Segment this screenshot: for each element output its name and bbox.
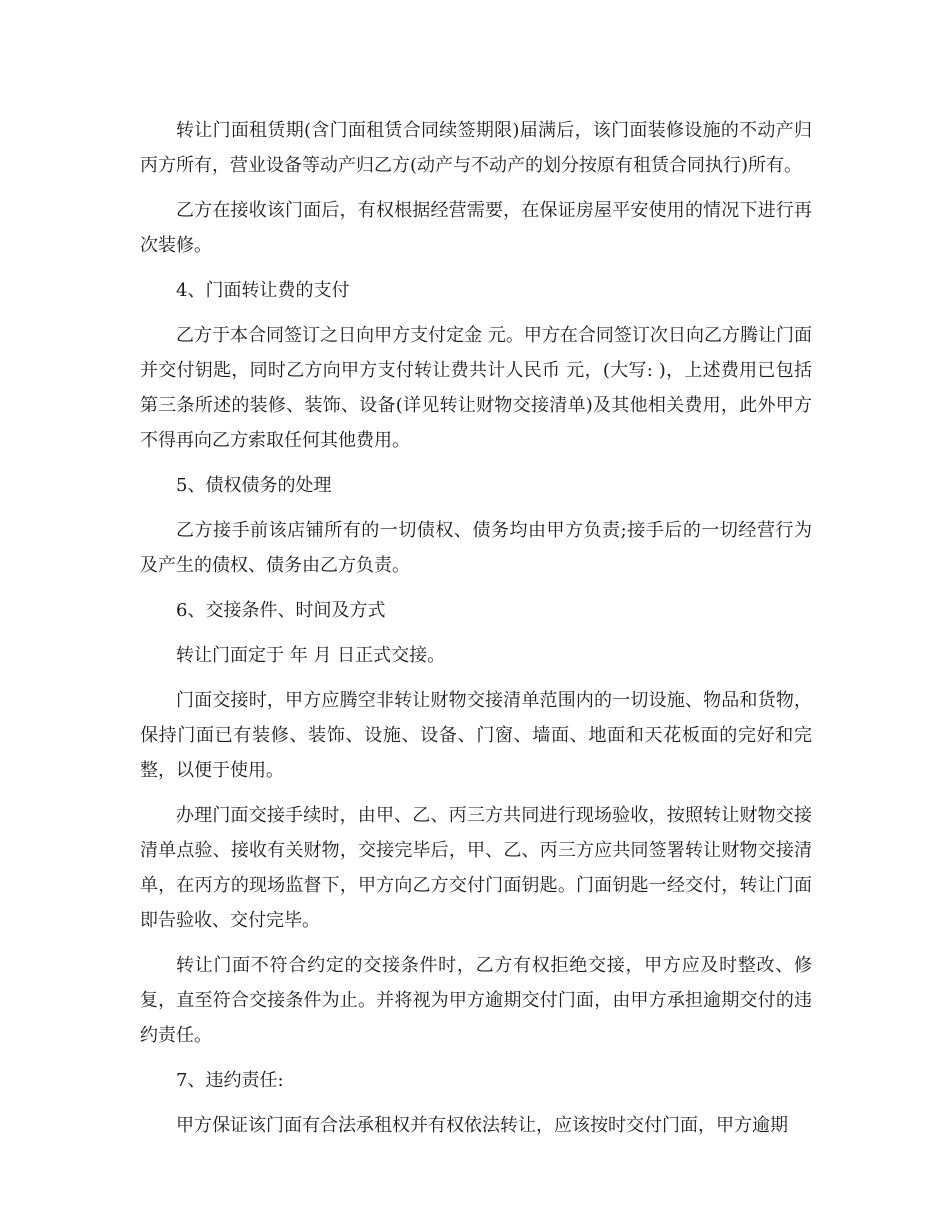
- paragraph-debts: 乙方接手前该店铺所有的一切债权、债务均由甲方负责;接手后的一切经营行为及产生的债权、债务由乙方负责。: [140, 520, 812, 576]
- section-heading-handover: 6、交接条件、时间及方式: [176, 600, 386, 621]
- section-heading-liability: 7、违约责任:: [176, 1070, 284, 1091]
- paragraph-handover-procedure: 办理门面交接手续时，由甲、乙、丙三方共同进行现场验收，按照转让财物交接清单点验、接收有关财物，交接完毕后，甲、乙、丙三方应共同签署转让财物交接清单，在丙方的现场监督下，甲方向乙方交付门面钥匙。门面钥匙一经交付，转让门面即告验收、交付完毕。: [140, 805, 812, 931]
- paragraph-handover-date: 转让门面定于 年 月 日正式交接。: [176, 645, 446, 666]
- paragraph-liability: 甲方保证该门面有合法承租权并有权依法转让，应该按时交付门面，甲方逾期: [176, 1115, 788, 1136]
- paragraph-renovation-right: 乙方在接收该门面后，有权根据经营需要，在保证房屋平安使用的情况下进行再次装修。: [140, 200, 812, 256]
- paragraph-handover-condition: 门面交接时，甲方应腾空非转让财物交接清单范围内的一切设施、物品和货物，保持门面已有装修、装饰、设施、设备、门窗、墙面、地面和天花板面的完好和完整，以便于使用。: [140, 690, 812, 781]
- document-body: [140, 113, 812, 1153]
- section-heading-payment: 4、门面转让费的支付: [176, 280, 350, 301]
- section-heading-debts: 5、债权债务的处理: [176, 475, 332, 496]
- paragraph-handover-refusal: 转让门面不符合约定的交接条件时，乙方有权拒绝交接，甲方应及时整改、修复，直至符合交接条件为止。并将视为甲方逾期交付门面，由甲方承担逾期交付的违约责任。: [140, 955, 812, 1046]
- paragraph-lease-expiry: 转让门面租赁期(含门面租赁合同续签期限)届满后，该门面装修设施的不动产归丙方所有，营业设备等动产归乙方(动产与不动产的划分按原有租赁合同执行)所有。: [140, 120, 812, 176]
- paragraph-payment-terms: 乙方于本合同签订之日向甲方支付定金 元。甲方在合同签订次日向乙方腾让门面并交付钥匙，同时乙方向甲方支付转让费共计人民币 元，(大写: )，上述费用已包括第三条所述的装修、装饰、设备(详见转让财物交接清单)及其他相关费用，此外甲方不得再向乙方索取任何其他费用。: [140, 325, 812, 451]
